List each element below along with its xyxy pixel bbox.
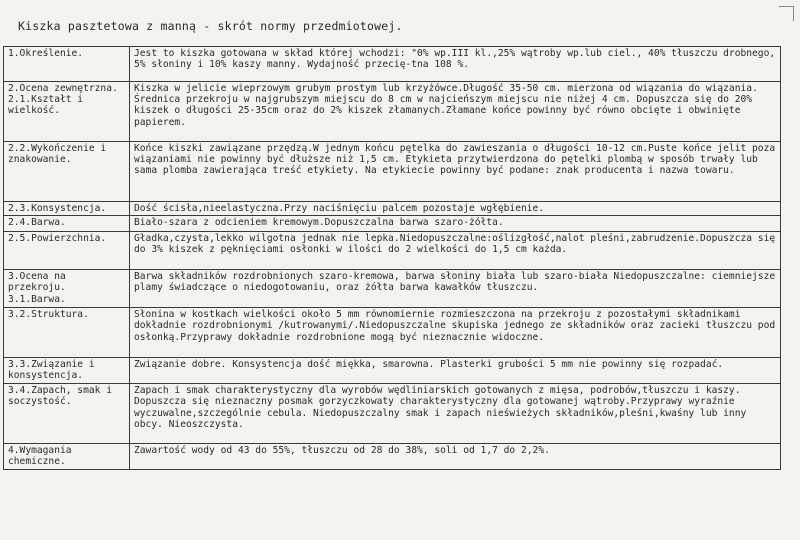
row-label-text: 2.Ocena zewnętrzna. 2.1.Kształt i wielkość. [8, 83, 118, 117]
row-label [4, 82, 130, 142]
row-label-text: 3.Ocena na przekroju. 3.1.Barwa. [8, 271, 66, 305]
table-row [4, 358, 781, 384]
row-text: Zawartość wody od 43 do 55%, tłuszczu od 28 do 38%, soli od 1,7 do 2,2%. [130, 444, 781, 470]
row-label: 3.2.Struktura. [4, 308, 130, 358]
row-text: Jest to kiszka gotowana w skład której wchodzi: "0% wp.III kl.,25% wątroby wp.lub ciel., 40% tłuszczu drobnego, 5% słoniny i 10% kaszy manny. Wydajność przecię-tna 108 %. [130, 47, 781, 82]
document-title: Kiszka pasztetowa z manną - skrót normy przedmiotowej. [18, 19, 403, 33]
table-row [4, 308, 781, 358]
row-text: Dość ścisła,nieelastyczna.Przy naciśnięciu palcem pozostaje wgłębienie. [130, 202, 781, 216]
table-row [4, 216, 781, 232]
row-text: Barwa składników rozdrobnionych szaro-kremowa, barwa słoniny biała lub szaro-biała Niedopuszczalne: ciemniejsze plamy świadczące o niedogotowaniu, oraz żółta barwa kawałków tłuszczu. [130, 270, 781, 308]
row-label: 2.2.Wykończenie i znakowanie. [4, 142, 130, 202]
row-text: Związanie dobre. Konsystencja dość miękka, smarowna. Plasterki grubości 5 mm nie powinny się rozpadać. [130, 358, 781, 384]
row-text: Zapach i smak charakterystyczny dla wyrobów wędliniarskich gotowanych z mięsa, podrobów,tłuszczu i kaszy. Dopuszcza się nieznaczny posmak gorzyczkowaty charakterystyczny dla gotowanej wątroby.Przyprawy wyraźnie wyczuwalne,szczególnie cebula. Niedopuszczalny smak i zapach nieświeżych składników,pleśni,kwaśny lub inny obcy. Nieoszczysta. [130, 384, 781, 444]
row-label: 1.Określenie. [4, 47, 130, 82]
row-text: Biało-szara z odcieniem kremowym.Dopuszczalna barwa szaro-żółta. [130, 216, 781, 232]
norm-table [3, 46, 781, 470]
row-label: 4.Wymagania chemiczne. [4, 444, 130, 470]
row-text: Słonina w kostkach wielkości około 5 mm równomiernie rozmieszczona na przekroju z pozostałymi składnikami dokładnie rozdrobnionymi /kutrowanymi/.Niedopuszczalne skupiska jednego ze składników oraz zacieki tłuszczu pod osłonką.Przyprawy dokładnie rozdrobnione mogą być nieznacznie widoczne. [130, 308, 781, 358]
table-row [4, 444, 781, 470]
table-row [4, 232, 781, 270]
page-corner-mark [779, 6, 794, 21]
row-label: 2.3.Konsystencja. [4, 202, 130, 216]
table-row [4, 142, 781, 202]
row-label: 2.4.Barwa. [4, 216, 130, 232]
row-label: 3.4.Zapach, smak i soczystość. [4, 384, 130, 444]
table-row [4, 384, 781, 444]
table-row [4, 202, 781, 216]
row-label [4, 270, 130, 308]
row-label: 3.3.Związanie i konsystencja. [4, 358, 130, 384]
row-label: 2.5.Powierzchnia. [4, 232, 130, 270]
row-text: Kiszka w jelicie wieprzowym grubym prostym lub krzyżówce.Długość 35-50 cm. mierzona od wiązania do wiązania. Średnica przekroju w najgrubszym miejscu do 8 cm w najcieńszym miejscu nie niżej 4 cm. Dopuszcza się do 20% kiszek o długości 25-35cm oraz do 2% kiszek złamanych.Złamane końce powinny być równo obcięte i obwinięte papierem. [130, 82, 781, 142]
table-row [4, 47, 781, 82]
row-text: Gładka,czysta,lekko wilgotna jednak nie lepka.Niedopuszczalne:oślizgłość,nalot pleśni,zabrudzenie.Dopuszcza się do 3% kiszek z pęknięciami osłonki w ilości do 2 wielkości do 1,5 cm każda. [130, 232, 781, 270]
table-row [4, 270, 781, 308]
table-row [4, 82, 781, 142]
row-text: Końce kiszki zawiązane przędzą.W jednym końcu pętelka do zawieszania o długości 10-12 cm.Puste końce jelit poza wiązaniami nie powinny być dłuższe niż 1,5 cm. Etykieta przytwierdzona do pętelki plombą w sposób trwały lub sama plomba zawierająca treść etykiety. Na etykiecie powinny być podane: znak producenta i nazwa towaru. [130, 142, 781, 202]
